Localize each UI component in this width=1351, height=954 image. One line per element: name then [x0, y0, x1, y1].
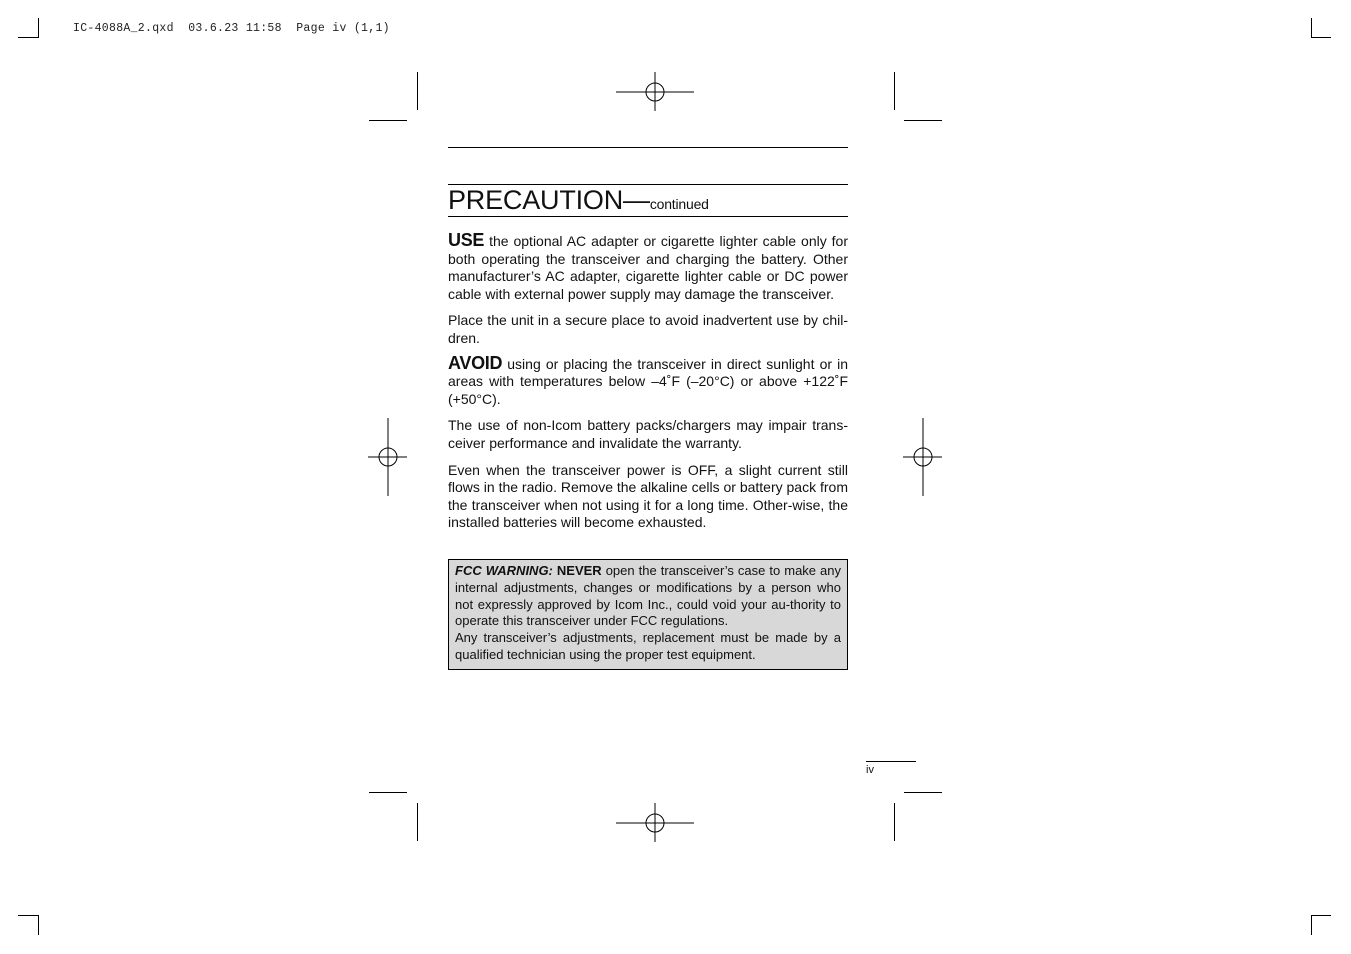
page-title: [448, 185, 709, 219]
file-info-header: IC-4088A_2.qxd 03.6.23 11:58 Page iv (1,1): [73, 22, 390, 35]
fcc-warning-label: FCC WARNING:: [455, 563, 553, 578]
registration-mark-left: [349, 418, 427, 496]
use-paragraph: [448, 232, 848, 303]
use-lead: USE: [448, 230, 485, 250]
fcc-warning-text-2: Any transceiver’s adjustments, replacement must be made by a qualified technician using the proper test equipment.: [455, 630, 841, 662]
crop-mark: [38, 915, 39, 935]
trim-mark: [369, 120, 407, 121]
fcc-warning-body: open the transceiver’s case to make any internal adjustments, changes or modifications by a person who not expressly approved by Icom Inc., could void your au-thority to operate this transceiver under FCC regulations.: [455, 563, 841, 629]
avoid-lead: AVOID: [448, 352, 503, 373]
crop-mark: [18, 915, 38, 916]
trim-mark: [417, 803, 418, 841]
trim-mark: [904, 120, 942, 121]
avoid-text: using or placing the transceiver in direct sunlight or in areas with temperatures below –4˚F (–20°C) or above +122˚F (+50°C).: [448, 355, 848, 407]
avoid-paragraph: [448, 352, 848, 409]
fcc-warning-text: [455, 563, 841, 630]
place-paragraph: Place the unit in a secure place to avoid inadvertent use by chil-dren.: [448, 312, 848, 346]
registration-mark-top: [616, 53, 694, 131]
section-title-block: [448, 184, 848, 217]
title-main: PRECAUTION—: [448, 185, 650, 215]
crop-mark: [18, 37, 38, 38]
trim-mark: [417, 72, 418, 110]
page-content: [448, 147, 848, 532]
never-label: NEVER: [556, 563, 602, 578]
fcc-warning-box: [448, 559, 848, 670]
crop-mark: [1311, 915, 1331, 916]
title-continued: continued: [649, 196, 709, 212]
trim-mark: [904, 792, 942, 793]
crop-mark: [1311, 37, 1331, 38]
registration-mark-bottom: [616, 784, 694, 862]
crop-mark: [38, 18, 39, 38]
crop-mark: [1311, 18, 1312, 38]
trim-mark: [894, 72, 895, 110]
trim-mark: [369, 792, 407, 793]
use-text: the optional AC adapter or cigarette lighter cable only for both operating the transceiver and charging the battery. Other manufacturer’s AC adapter, cigarette lighter cable or DC power cable with external power supply may damage the transceiver.: [448, 233, 848, 302]
non-icom-paragraph: The use of non-Icom battery packs/chargers may impair trans-ceiver performance and invalidate the warranty.: [448, 417, 848, 451]
registration-mark-right: [884, 418, 962, 496]
page-number: iv: [866, 761, 916, 776]
power-off-paragraph: Even when the transceiver power is OFF, a slight current still flows in the radio. Remove the alkaline cells or battery pack from the transceiver when not using it for a long time. Other-wise, the installed batteries will become exhausted.: [448, 461, 848, 531]
trim-mark: [894, 803, 895, 841]
top-rule: [448, 147, 848, 148]
crop-mark: [1311, 915, 1312, 935]
